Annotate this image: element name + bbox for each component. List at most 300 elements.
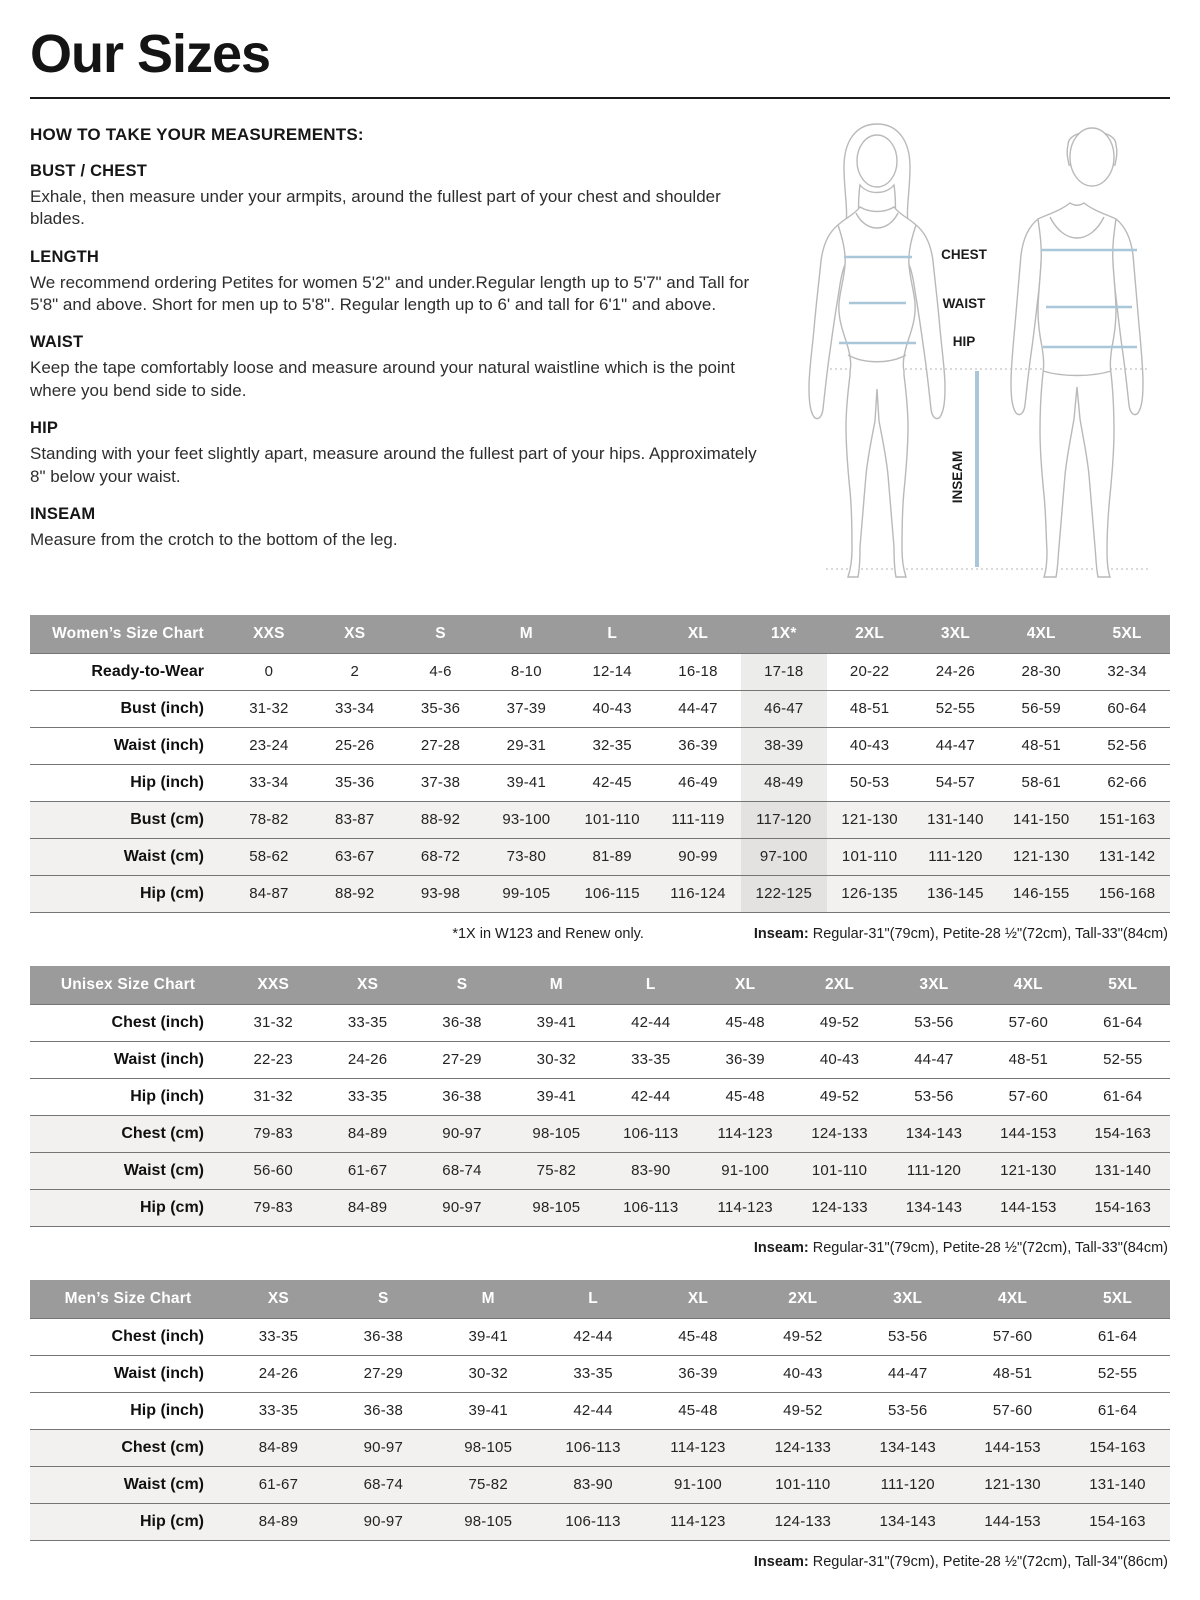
table-cell: 48-51 xyxy=(981,1041,1075,1078)
table-cell: 31-32 xyxy=(226,1078,320,1115)
table-cell: 27-29 xyxy=(415,1041,509,1078)
table-cell: 48-51 xyxy=(827,690,913,727)
row-label: Hip (cm) xyxy=(30,1503,226,1540)
table-cell: 111-120 xyxy=(855,1466,960,1503)
column-header: M xyxy=(436,1280,541,1319)
inseam-label: INSEAM xyxy=(950,450,965,503)
table-cell: 75-82 xyxy=(436,1466,541,1503)
table-cell: 98-105 xyxy=(436,1503,541,1540)
table-row xyxy=(30,1392,1170,1429)
chest-label: CHEST xyxy=(941,246,987,262)
table-cell: 22-23 xyxy=(226,1041,320,1078)
table-cell: 49-52 xyxy=(792,1078,886,1115)
table-cell: 61-67 xyxy=(320,1152,414,1189)
table-cell: 84-89 xyxy=(320,1189,414,1226)
table-footnote xyxy=(32,926,1168,942)
table-cell: 48-51 xyxy=(960,1355,1065,1392)
table-cell: 61-67 xyxy=(226,1466,331,1503)
column-header: L xyxy=(569,615,655,654)
table-cell: 46-47 xyxy=(741,690,827,727)
table-cell: 53-56 xyxy=(887,1004,981,1041)
row-label: Bust (cm) xyxy=(30,801,226,838)
table-cell: 60-64 xyxy=(1084,690,1170,727)
table-cell: 131-140 xyxy=(1065,1466,1170,1503)
table-footnote xyxy=(32,1554,1168,1570)
table-cell: 61-64 xyxy=(1065,1318,1170,1355)
table-cell: 45-48 xyxy=(646,1318,751,1355)
column-header: 2XL xyxy=(750,1280,855,1319)
table-cell: 52-55 xyxy=(1076,1041,1170,1078)
table-cell: 73-80 xyxy=(483,838,569,875)
table-cell: 90-97 xyxy=(415,1115,509,1152)
table-cell: 24-26 xyxy=(320,1041,414,1078)
table-cell: 106-115 xyxy=(569,875,655,912)
row-label: Waist (inch) xyxy=(30,1355,226,1392)
size-chart-mens xyxy=(30,1280,1170,1570)
table-cell: 40-43 xyxy=(827,727,913,764)
table-row xyxy=(30,653,1170,690)
table-cell: 151-163 xyxy=(1084,801,1170,838)
how-to-heading: HOW TO TAKE YOUR MEASUREMENTS: xyxy=(30,124,364,144)
section-heading: WAIST xyxy=(30,333,84,352)
table-row xyxy=(30,1355,1170,1392)
row-label: Hip (cm) xyxy=(30,1189,226,1226)
table-cell: 124-133 xyxy=(750,1503,855,1540)
column-header: 2XL xyxy=(792,966,886,1005)
table-cell: 37-38 xyxy=(398,764,484,801)
table-cell: 84-89 xyxy=(226,1429,331,1466)
table-title: Men’s Size Chart xyxy=(30,1280,226,1319)
table-cell: 121-130 xyxy=(960,1466,1065,1503)
column-header: XS xyxy=(320,966,414,1005)
table-cell: 45-48 xyxy=(646,1392,751,1429)
section-waist xyxy=(30,333,772,402)
section-body: Keep the tape comfortably loose and measure around your natural waistline which is the point where you bend side to side. xyxy=(30,358,735,400)
table-cell: 36-38 xyxy=(415,1078,509,1115)
footnote-inseam-note: Inseam: Regular-31"(79cm), Petite-28 ½"(72cm), Tall-33"(84cm) xyxy=(753,1239,1168,1256)
table-cell: 101-110 xyxy=(792,1152,886,1189)
instructions-text-column xyxy=(30,119,772,591)
table-cell: 111-120 xyxy=(913,838,999,875)
table-cell: 124-133 xyxy=(792,1189,886,1226)
table-cell: 39-41 xyxy=(483,764,569,801)
column-header: 3XL xyxy=(887,966,981,1005)
table-cell: 40-43 xyxy=(750,1355,855,1392)
column-header: 3XL xyxy=(913,615,999,654)
footnote-asterisk-note: *1X in W123 and Renew only. xyxy=(452,925,644,942)
table-cell: 30-32 xyxy=(436,1355,541,1392)
table-cell: 39-41 xyxy=(509,1078,603,1115)
column-header: 5XL xyxy=(1076,966,1170,1005)
table-row xyxy=(30,764,1170,801)
table-cell: 29-31 xyxy=(483,727,569,764)
table-cell: 0 xyxy=(226,653,312,690)
table-cell: 52-55 xyxy=(1065,1355,1170,1392)
table-cell: 68-74 xyxy=(331,1466,436,1503)
table-cell: 33-35 xyxy=(320,1078,414,1115)
table-cell: 39-41 xyxy=(509,1004,603,1041)
table-title: Unisex Size Chart xyxy=(30,966,226,1005)
table-cell: 91-100 xyxy=(646,1466,751,1503)
column-header: 5XL xyxy=(1084,615,1170,654)
table-cell: 83-90 xyxy=(604,1152,698,1189)
table-cell: 84-89 xyxy=(226,1503,331,1540)
table-footnote xyxy=(32,1240,1168,1256)
table-cell: 32-34 xyxy=(1084,653,1170,690)
table-cell: 50-53 xyxy=(827,764,913,801)
column-header: XL xyxy=(655,615,741,654)
table-cell: 106-113 xyxy=(604,1189,698,1226)
table-row xyxy=(30,1152,1170,1189)
section-length xyxy=(30,248,772,317)
size-chart-womens xyxy=(30,615,1170,942)
table-cell: 42-44 xyxy=(604,1004,698,1041)
table-cell: 114-123 xyxy=(646,1429,751,1466)
table-cell: 131-140 xyxy=(913,801,999,838)
table-row xyxy=(30,727,1170,764)
table-cell: 45-48 xyxy=(698,1004,792,1041)
table-cell: 126-135 xyxy=(827,875,913,912)
table-cell: 42-44 xyxy=(604,1078,698,1115)
table-cell: 124-133 xyxy=(750,1429,855,1466)
row-label: Waist (cm) xyxy=(30,838,226,875)
table-cell: 27-29 xyxy=(331,1355,436,1392)
table-cell: 57-60 xyxy=(981,1004,1075,1041)
table-cell: 40-43 xyxy=(792,1041,886,1078)
measurement-instructions xyxy=(30,119,1170,591)
man-figure-outline xyxy=(1011,128,1143,577)
table-cell: 111-120 xyxy=(887,1152,981,1189)
table-cell: 98-105 xyxy=(509,1115,603,1152)
table-cell: 90-97 xyxy=(331,1429,436,1466)
table-cell: 49-52 xyxy=(750,1318,855,1355)
row-label: Hip (cm) xyxy=(30,875,226,912)
table-cell: 154-163 xyxy=(1065,1429,1170,1466)
table-cell: 124-133 xyxy=(792,1115,886,1152)
table-cell: 44-47 xyxy=(855,1355,960,1392)
table-cell: 42-44 xyxy=(541,1318,646,1355)
table-cell: 48-49 xyxy=(741,764,827,801)
section-heading: BUST / CHEST xyxy=(30,161,147,180)
table-cell: 93-100 xyxy=(483,801,569,838)
column-header: XS xyxy=(312,615,398,654)
measurement-diagram xyxy=(786,119,1170,591)
section-heading: HIP xyxy=(30,419,59,438)
column-header: XL xyxy=(698,966,792,1005)
column-header: S xyxy=(398,615,484,654)
table-cell: 33-35 xyxy=(320,1004,414,1041)
table-cell: 111-119 xyxy=(655,801,741,838)
table-cell: 90-97 xyxy=(331,1503,436,1540)
footnote-inseam-note: Inseam: Regular-31"(79cm), Petite-28 ½"(72cm), Tall-33"(84cm) xyxy=(753,925,1168,942)
table-cell: 39-41 xyxy=(436,1392,541,1429)
column-header: 4XL xyxy=(998,615,1084,654)
table-cell: 131-142 xyxy=(1084,838,1170,875)
table-cell: 79-83 xyxy=(226,1115,320,1152)
row-label: Ready-to-Wear xyxy=(30,653,226,690)
table-cell: 54-57 xyxy=(913,764,999,801)
row-label: Chest (cm) xyxy=(30,1115,226,1152)
table-cell: 91-100 xyxy=(698,1152,792,1189)
table-cell: 134-143 xyxy=(855,1429,960,1466)
section-inseam xyxy=(30,505,772,551)
table-cell: 141-150 xyxy=(998,801,1084,838)
table-cell: 84-89 xyxy=(320,1115,414,1152)
table-cell: 35-36 xyxy=(398,690,484,727)
table-cell: 12-14 xyxy=(569,653,655,690)
table-cell: 44-47 xyxy=(913,727,999,764)
table-cell: 20-22 xyxy=(827,653,913,690)
table-cell: 144-153 xyxy=(981,1115,1075,1152)
table-cell: 39-41 xyxy=(436,1318,541,1355)
row-label: Bust (inch) xyxy=(30,690,226,727)
column-header: L xyxy=(541,1280,646,1319)
table-cell: 90-97 xyxy=(415,1189,509,1226)
table-cell: 101-110 xyxy=(750,1466,855,1503)
table-cell: 33-34 xyxy=(312,690,398,727)
table-cell: 62-66 xyxy=(1084,764,1170,801)
column-header: S xyxy=(331,1280,436,1319)
table-cell: 36-39 xyxy=(646,1355,751,1392)
table-cell: 53-56 xyxy=(887,1078,981,1115)
table-cell: 36-38 xyxy=(331,1392,436,1429)
table-cell: 31-32 xyxy=(226,1004,320,1041)
table-cell: 8-10 xyxy=(483,653,569,690)
table-cell: 57-60 xyxy=(960,1392,1065,1429)
table-cell: 37-39 xyxy=(483,690,569,727)
table-cell: 46-49 xyxy=(655,764,741,801)
table-row xyxy=(30,1004,1170,1041)
table-cell: 32-35 xyxy=(569,727,655,764)
table-title: Women’s Size Chart xyxy=(30,615,226,654)
table-cell: 48-51 xyxy=(998,727,1084,764)
table-cell: 25-26 xyxy=(312,727,398,764)
table-cell: 144-153 xyxy=(981,1189,1075,1226)
table-cell: 33-35 xyxy=(226,1318,331,1355)
table-cell: 63-67 xyxy=(312,838,398,875)
table-cell: 56-60 xyxy=(226,1152,320,1189)
table-row xyxy=(30,1189,1170,1226)
column-header: XS xyxy=(226,1280,331,1319)
table-row xyxy=(30,1466,1170,1503)
table-cell: 121-130 xyxy=(827,801,913,838)
table-cell: 2 xyxy=(312,653,398,690)
table-cell: 53-56 xyxy=(855,1318,960,1355)
table-cell: 154-163 xyxy=(1076,1115,1170,1152)
column-header: 4XL xyxy=(960,1280,1065,1319)
table-cell: 33-35 xyxy=(541,1355,646,1392)
row-label: Chest (cm) xyxy=(30,1429,226,1466)
table-cell: 42-45 xyxy=(569,764,655,801)
table-cell: 134-143 xyxy=(887,1115,981,1152)
table-row xyxy=(30,801,1170,838)
table-cell: 49-52 xyxy=(792,1004,886,1041)
table-cell: 38-39 xyxy=(741,727,827,764)
table-cell: 88-92 xyxy=(398,801,484,838)
table-cell: 36-38 xyxy=(415,1004,509,1041)
table-cell: 35-36 xyxy=(312,764,398,801)
column-header: 1X* xyxy=(741,615,827,654)
table-cell: 16-18 xyxy=(655,653,741,690)
table-cell: 101-110 xyxy=(827,838,913,875)
table-cell: 30-32 xyxy=(509,1041,603,1078)
table-cell: 31-32 xyxy=(226,690,312,727)
row-label: Chest (inch) xyxy=(30,1318,226,1355)
page-title: Our Sizes xyxy=(30,24,271,84)
column-header: S xyxy=(415,966,509,1005)
row-label: Waist (cm) xyxy=(30,1466,226,1503)
column-header: M xyxy=(509,966,603,1005)
table-row xyxy=(30,1318,1170,1355)
table-cell: 23-24 xyxy=(226,727,312,764)
column-header: XXS xyxy=(226,966,320,1005)
table-cell: 24-26 xyxy=(226,1355,331,1392)
table-cell: 154-163 xyxy=(1065,1503,1170,1540)
table-cell: 33-34 xyxy=(226,764,312,801)
table-cell: 121-130 xyxy=(981,1152,1075,1189)
column-header: 5XL xyxy=(1065,1280,1170,1319)
table-cell: 90-99 xyxy=(655,838,741,875)
table-cell: 61-64 xyxy=(1065,1392,1170,1429)
table-cell: 101-110 xyxy=(569,801,655,838)
table-cell: 58-61 xyxy=(998,764,1084,801)
table-cell: 106-113 xyxy=(541,1503,646,1540)
column-header: L xyxy=(604,966,698,1005)
table-cell: 83-90 xyxy=(541,1466,646,1503)
section-bust-chest xyxy=(30,162,772,231)
table-row xyxy=(30,838,1170,875)
row-label: Waist (inch) xyxy=(30,727,226,764)
table-cell: 134-143 xyxy=(887,1189,981,1226)
table-cell: 156-168 xyxy=(1084,875,1170,912)
table-cell: 106-113 xyxy=(604,1115,698,1152)
section-heading: INSEAM xyxy=(30,505,96,524)
table-row xyxy=(30,1115,1170,1152)
table-row xyxy=(30,690,1170,727)
table-row xyxy=(30,1503,1170,1540)
table-cell: 45-48 xyxy=(698,1078,792,1115)
table-cell: 52-56 xyxy=(1084,727,1170,764)
womens-size-table xyxy=(30,615,1170,913)
column-header: 4XL xyxy=(981,966,1075,1005)
column-header: XXS xyxy=(226,615,312,654)
table-row xyxy=(30,1429,1170,1466)
table-cell: 144-153 xyxy=(960,1429,1065,1466)
section-heading: LENGTH xyxy=(30,247,100,266)
row-label: Chest (inch) xyxy=(30,1004,226,1041)
table-cell: 117-120 xyxy=(741,801,827,838)
table-cell: 49-52 xyxy=(750,1392,855,1429)
row-label: Waist (cm) xyxy=(30,1152,226,1189)
table-cell: 61-64 xyxy=(1076,1004,1170,1041)
table-cell: 57-60 xyxy=(960,1318,1065,1355)
table-cell: 114-123 xyxy=(646,1503,751,1540)
table-cell: 114-123 xyxy=(698,1189,792,1226)
table-cell: 84-87 xyxy=(226,875,312,912)
table-cell: 17-18 xyxy=(741,653,827,690)
table-cell: 99-105 xyxy=(483,875,569,912)
section-body: Measure from the crotch to the bottom of the leg. xyxy=(30,530,398,550)
table-cell: 83-87 xyxy=(312,801,398,838)
table-cell: 81-89 xyxy=(569,838,655,875)
size-tables xyxy=(30,615,1170,1570)
section-body: Exhale, then measure under your armpits, around the fullest part of your chest and shoulder blades. xyxy=(30,186,721,229)
row-label: Hip (inch) xyxy=(30,764,226,801)
size-chart-unisex xyxy=(30,966,1170,1256)
table-cell: 154-163 xyxy=(1076,1189,1170,1226)
table-cell: 36-39 xyxy=(698,1041,792,1078)
title-divider xyxy=(30,97,1170,99)
hip-label: HIP xyxy=(952,333,976,349)
table-cell: 27-28 xyxy=(398,727,484,764)
table-cell: 53-56 xyxy=(855,1392,960,1429)
table-cell: 44-47 xyxy=(887,1041,981,1078)
row-label: Waist (inch) xyxy=(30,1041,226,1078)
table-cell: 58-62 xyxy=(226,838,312,875)
table-cell: 75-82 xyxy=(509,1152,603,1189)
column-header: XL xyxy=(646,1280,751,1319)
table-cell: 42-44 xyxy=(541,1392,646,1429)
table-cell: 36-38 xyxy=(331,1318,436,1355)
table-cell: 33-35 xyxy=(604,1041,698,1078)
table-row xyxy=(30,1041,1170,1078)
row-label: Hip (inch) xyxy=(30,1392,226,1429)
body-measurement-illustration xyxy=(792,119,1170,591)
table-cell: 134-143 xyxy=(855,1503,960,1540)
table-cell: 106-113 xyxy=(541,1429,646,1466)
column-header: 2XL xyxy=(827,615,913,654)
table-cell: 56-59 xyxy=(998,690,1084,727)
table-cell: 33-35 xyxy=(226,1392,331,1429)
table-cell: 4-6 xyxy=(398,653,484,690)
table-cell: 36-39 xyxy=(655,727,741,764)
table-cell: 98-105 xyxy=(436,1429,541,1466)
table-cell: 44-47 xyxy=(655,690,741,727)
column-header: 3XL xyxy=(855,1280,960,1319)
table-cell: 136-145 xyxy=(913,875,999,912)
table-row xyxy=(30,875,1170,912)
table-cell: 88-92 xyxy=(312,875,398,912)
table-row xyxy=(30,1078,1170,1115)
table-cell: 79-83 xyxy=(226,1189,320,1226)
table-cell: 68-74 xyxy=(415,1152,509,1189)
table-cell: 61-64 xyxy=(1076,1078,1170,1115)
table-cell: 97-100 xyxy=(741,838,827,875)
woman-figure-outline xyxy=(809,124,945,577)
table-cell: 52-55 xyxy=(913,690,999,727)
waist-label: WAIST xyxy=(942,295,986,311)
column-header: M xyxy=(483,615,569,654)
table-cell: 114-123 xyxy=(698,1115,792,1152)
footnote-inseam-note: Inseam: Regular-31"(79cm), Petite-28 ½"(72cm), Tall-34"(86cm) xyxy=(753,1553,1168,1570)
row-label: Hip (inch) xyxy=(30,1078,226,1115)
table-cell: 78-82 xyxy=(226,801,312,838)
table-cell: 40-43 xyxy=(569,690,655,727)
table-cell: 57-60 xyxy=(981,1078,1075,1115)
table-cell: 98-105 xyxy=(509,1189,603,1226)
table-cell: 144-153 xyxy=(960,1503,1065,1540)
table-cell: 146-155 xyxy=(998,875,1084,912)
table-cell: 116-124 xyxy=(655,875,741,912)
unisex-size-table xyxy=(30,966,1170,1227)
table-cell: 28-30 xyxy=(998,653,1084,690)
section-body: Standing with your feet slightly apart, measure around the fullest part of your hips. Approximately 8" below your waist. xyxy=(30,444,757,486)
table-cell: 24-26 xyxy=(913,653,999,690)
table-cell: 93-98 xyxy=(398,875,484,912)
table-cell: 68-72 xyxy=(398,838,484,875)
mens-size-table xyxy=(30,1280,1170,1541)
section-body: We recommend ordering Petites for women 5'2" and under.Regular length up to 5'7" and Tall for 5'8" and above. Short for men up to 5'8". Regular length up to 6' and tall for 6'1" and above. xyxy=(30,272,750,314)
